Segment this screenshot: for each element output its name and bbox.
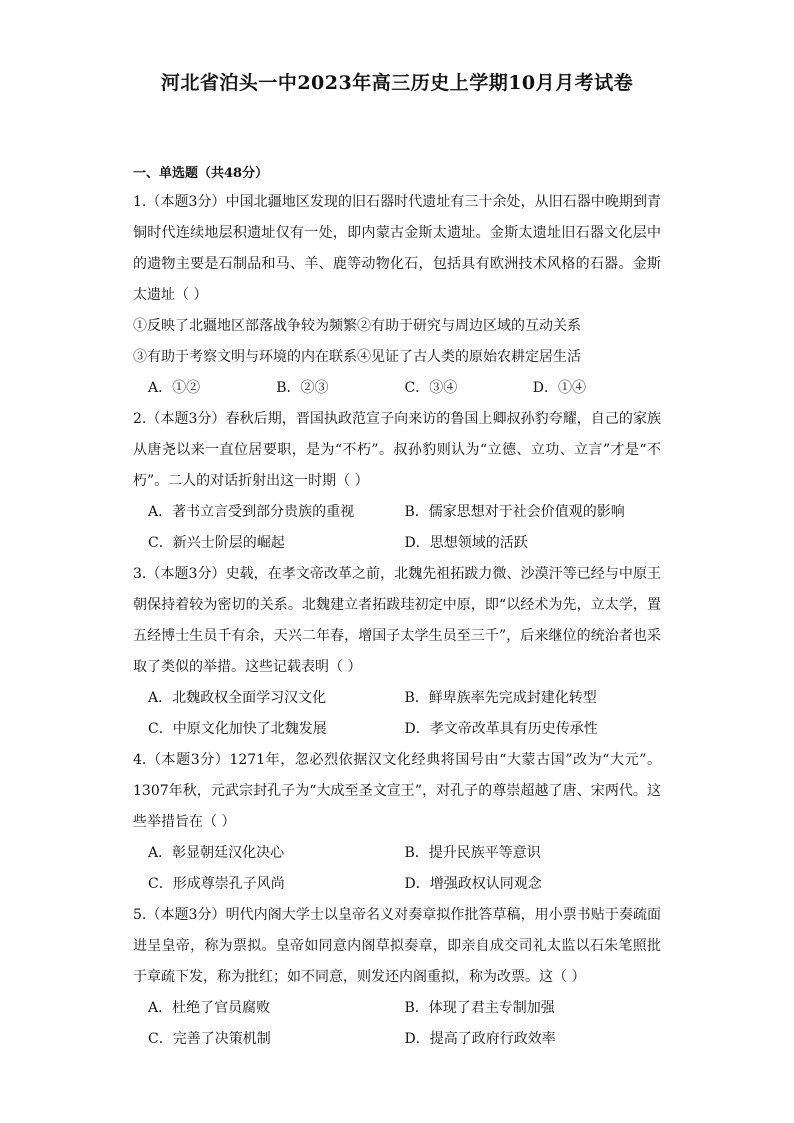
page-title: 河北省泊头一中2023年高三历史上学期10月月考试卷 <box>160 72 634 94</box>
question-text: 3.（本题3分）史载，在孝文帝改革之前，北魏先祖拓跋力微、沙漠汗等已经与中原王朝保持着较为密切的关系。北魏建立者拓跋珪初定中原，即“以经术为先，立太学，置五经博士生员千有余，天兴二年春，增国子太学生员至三千”，后来继位的统治者也采取了类似的举措。这些记载表明（ ） <box>133 566 661 675</box>
options-row <box>148 993 661 1024</box>
statement-line: ③有助于考察文明与环境的内在联系④见证了古人类的原始农耕定居生活 <box>133 349 581 365</box>
options-row <box>148 1024 661 1055</box>
option-a[interactable]: A．①② <box>148 380 201 396</box>
options-row <box>148 528 661 559</box>
exam-content <box>133 162 661 1055</box>
options-row <box>148 869 661 900</box>
question-3 <box>133 559 661 745</box>
option-b[interactable]: B．体现了君主专制加强 <box>404 1000 555 1016</box>
question-2 <box>133 404 661 559</box>
option-a[interactable]: A．彰显朝廷汉化决心 <box>148 845 285 861</box>
option-b[interactable]: B．儒家思想对于社会价值观的影响 <box>404 504 625 520</box>
option-c[interactable]: C．完善了决策机制 <box>148 1031 271 1047</box>
statement-line: ①反映了北疆地区部落战争较为频繁②有助于研究与周边区域的互动关系 <box>133 318 581 334</box>
question-text: 2.（本题3分）春秋后期，晋国执政范宣子向来访的鲁国上卿叔孙豹夸耀，自己的家族从唐尧以来一直位居要职，是为“不朽”。叔孙豹则认为“立德、立功、立言”才是“不朽”。二人的对话折射出这一时期（ ） <box>133 411 661 489</box>
option-d[interactable]: D．①④ <box>532 380 586 396</box>
option-c[interactable]: C．形成尊崇孔子风尚 <box>148 876 285 892</box>
option-d[interactable]: D．增强政权认同观念 <box>404 876 542 892</box>
question-1 <box>133 187 661 404</box>
option-c[interactable]: C．新兴士阶层的崛起 <box>148 535 285 551</box>
option-b[interactable]: B．提升民族平等意识 <box>404 845 541 861</box>
option-d[interactable]: D．思想领域的活跃 <box>404 535 528 551</box>
option-a[interactable]: A．北魏政权全面学习汉文化 <box>148 690 327 706</box>
options-grid <box>133 993 661 1055</box>
question-text: 5.（本题3分）明代内阁大学士以皇帝名义对奏章拟作批答草稿，用小票书贴于奏疏面进呈皇帝，称为票拟。皇帝如同意内阁草拟奏章，即亲自成交司礼太监以石朱笔照批于章疏下发，称为批红；如不同意，则发还内阁重拟，称为改票。这（ ） <box>133 907 661 985</box>
options-row <box>148 714 661 745</box>
question-5 <box>133 900 661 1055</box>
question-text: 1.（本题3分）中国北疆地区发现的旧石器时代遗址有三十余处，从旧石器中晚期到青铜时代连续地层积遗址仅有一处，即内蒙古金斯太遗址。金斯太遗址旧石器文化层中的遗物主要是石制品和马、羊、鹿等动物化石，包括具有欧洲技术风格的石器。金斯太遗址（ ） <box>133 194 661 303</box>
options-row <box>148 497 661 528</box>
section-heading: 一、单选题（共48分） <box>133 166 269 181</box>
options-grid <box>133 683 661 745</box>
option-c[interactable]: C．③④ <box>404 380 458 396</box>
option-c[interactable]: C．中原文化加快了北魏发展 <box>148 721 327 737</box>
option-b[interactable]: B．鲜卑族率先完成封建化转型 <box>404 690 597 706</box>
options-grid <box>133 497 661 559</box>
options-row <box>148 838 661 869</box>
option-d[interactable]: D．孝文帝改革具有历史传承性 <box>404 721 598 737</box>
option-a[interactable]: A．著书立言受到部分贵族的重视 <box>148 504 355 520</box>
option-d[interactable]: D．提高了政府行政效率 <box>404 1031 556 1047</box>
options-grid <box>133 838 661 900</box>
option-b[interactable]: B．②③ <box>276 380 329 396</box>
question-text: 4.（本题3分）1271年，忽必烈依据汉文化经典将国号由“大蒙古国”改为“大元”。1307年秋，元武宗封孔子为“大成至圣文宣王”，对孔子的尊崇超越了唐、宋两代。这些举措旨在（ ） <box>133 752 661 830</box>
option-a[interactable]: A．杜绝了官员腐败 <box>148 1000 271 1016</box>
options-row <box>133 373 661 404</box>
options-row <box>148 683 661 714</box>
question-4 <box>133 745 661 900</box>
